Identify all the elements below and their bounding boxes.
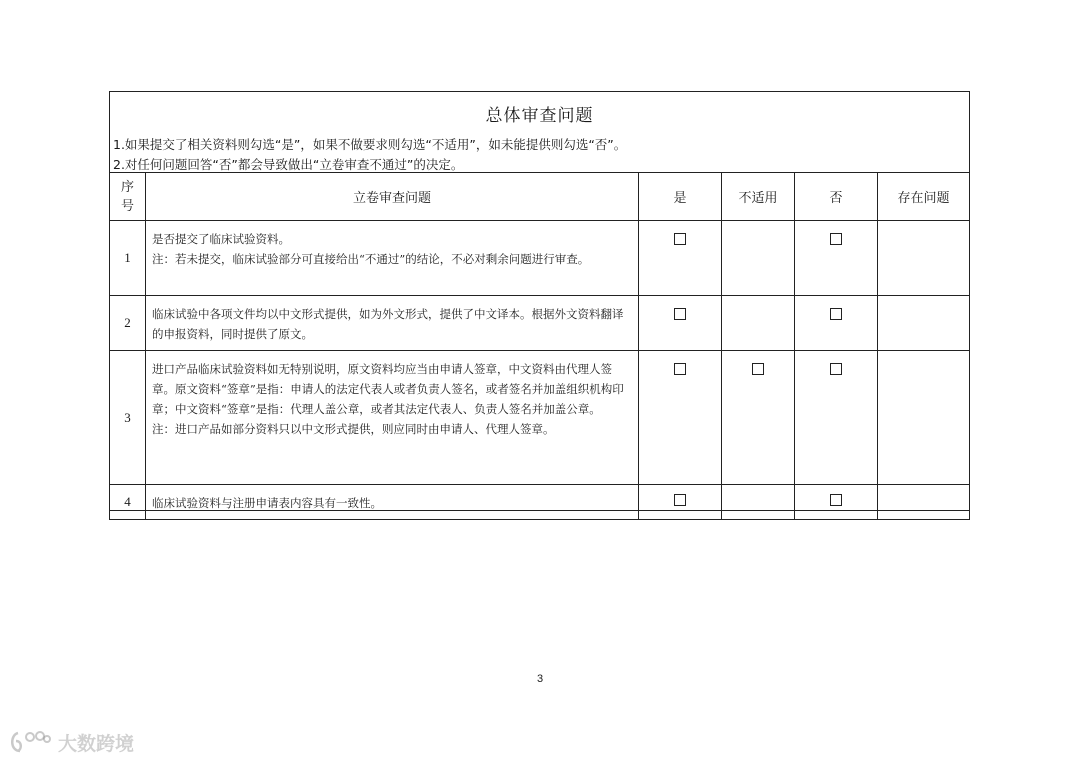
table-row bbox=[110, 485, 970, 520]
page-number: 3 bbox=[536, 673, 544, 685]
table-row bbox=[110, 221, 970, 296]
cell-yes bbox=[639, 296, 722, 351]
checkbox-yes[interactable] bbox=[674, 363, 686, 375]
cell-yes bbox=[639, 351, 722, 485]
watermark bbox=[8, 727, 134, 757]
cell-na bbox=[722, 351, 795, 485]
header-yes: 是 bbox=[639, 173, 722, 221]
header-seq bbox=[110, 173, 146, 221]
cell-issues bbox=[878, 221, 970, 296]
cell-yes bbox=[639, 485, 722, 520]
question-text: 临床试验资料与注册申请表内容具有一致性。 bbox=[152, 496, 382, 510]
question-text: 是否提交了临床试验资料。 bbox=[152, 232, 290, 246]
cell-issues bbox=[878, 296, 970, 351]
table-row bbox=[110, 296, 970, 351]
review-table bbox=[109, 172, 970, 520]
checkbox-yes[interactable] bbox=[674, 494, 686, 506]
cell-no bbox=[795, 485, 878, 520]
cell-na bbox=[722, 485, 795, 520]
row-question bbox=[146, 485, 639, 520]
instruction-note-1: 1.如果提交了相关资料则勾选“是”，如果不做要求则勾选“不适用”，如未能提供则勾选“否”。 bbox=[113, 137, 627, 152]
row-question bbox=[146, 351, 639, 485]
row-question bbox=[146, 296, 639, 351]
watermark-text: 大数跨境 bbox=[58, 732, 135, 755]
cell-issues bbox=[878, 485, 970, 520]
table-row bbox=[110, 351, 970, 485]
checkbox-no[interactable] bbox=[830, 494, 842, 506]
row-number: 3 bbox=[110, 351, 146, 485]
cell-na bbox=[722, 296, 795, 351]
question-note: 注：进口产品如部分资料只以中文形式提供，则应同时由申请人、代理人签章。 bbox=[152, 422, 555, 436]
checkbox-yes[interactable] bbox=[674, 308, 686, 320]
table-header-row bbox=[110, 173, 970, 221]
question-text: 进口产品临床试验资料如无特别说明，原文资料均应当由申请人签章，中文资料由代理人签章。原文资料“签章”是指：申请人的法定代表人或者负责人签名，或者签名并加盖组织机构印章；中文资料“签章”是指：代理人盖公章，或者其法定代表人、负责人签名并加盖公章。 bbox=[152, 362, 624, 416]
checkbox-na[interactable] bbox=[752, 363, 764, 375]
cell-yes bbox=[639, 221, 722, 296]
header-no: 否 bbox=[795, 173, 878, 221]
row-question bbox=[146, 221, 639, 296]
row-number: 1 bbox=[110, 221, 146, 296]
cell-na bbox=[722, 221, 795, 296]
checkbox-no[interactable] bbox=[830, 363, 842, 375]
instruction-note-2: 2.对任何问题回答“否”都会导致做出“立卷审查不通过”的决定。 bbox=[113, 157, 464, 172]
cell-no bbox=[795, 221, 878, 296]
review-table-frame bbox=[109, 91, 970, 511]
question-note: 注：若未提交，临床试验部分可直接给出“不通过”的结论，不必对剩余问题进行审查。 bbox=[152, 252, 590, 266]
row-number: 4 bbox=[110, 485, 146, 520]
page-title: 总体审查问题 bbox=[485, 106, 594, 126]
header-question: 立卷审查问题 bbox=[146, 173, 639, 221]
header-na: 不适用 bbox=[722, 173, 795, 221]
logo-icon bbox=[8, 729, 52, 755]
question-text: 临床试验中各项文件均以中文形式提供，如为外文形式，提供了中文译本。根据外文资料翻译的申报资料，同时提供了原文。 bbox=[152, 307, 624, 341]
checkbox-yes[interactable] bbox=[674, 233, 686, 245]
cell-no bbox=[795, 296, 878, 351]
checkbox-no[interactable] bbox=[830, 233, 842, 245]
checkbox-no[interactable] bbox=[830, 308, 842, 320]
cell-no bbox=[795, 351, 878, 485]
header-seq-line2: 号 bbox=[120, 198, 134, 214]
header-seq-line1: 序 bbox=[120, 179, 134, 195]
row-number: 2 bbox=[110, 296, 146, 351]
cell-issues bbox=[878, 351, 970, 485]
header-issues: 存在问题 bbox=[878, 173, 970, 221]
